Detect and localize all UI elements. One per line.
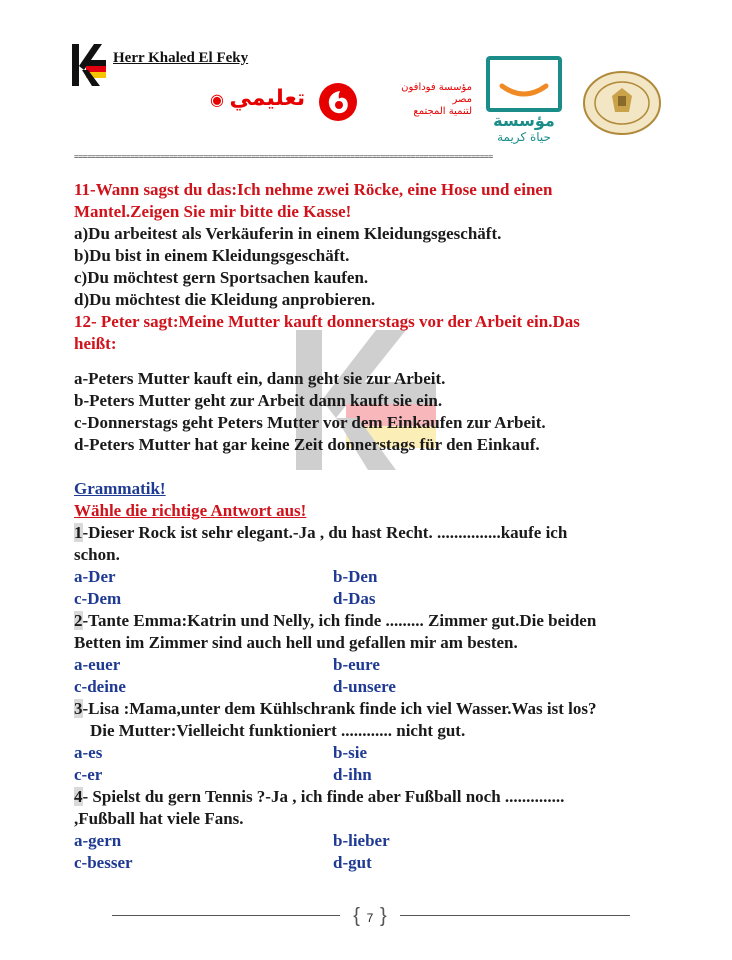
grammar-question-1-cont: schon.: [74, 545, 120, 564]
g2-option-a: a-euer: [74, 655, 121, 674]
grammar-question-3: [74, 698, 596, 720]
question-number: 2: [74, 611, 83, 630]
vodafone-foundation-text: مؤسسة فودافون مصر لتنمية المجتمع: [401, 82, 472, 117]
question-text: -Dieser Rock ist sehr elegant.-Ja , du hast Recht. ...............kaufe ich: [82, 523, 568, 542]
ministry-seal-icon: [582, 70, 662, 136]
g1-option-c: c-Dem: [74, 589, 122, 608]
g3-option-b: b-sie: [333, 743, 367, 762]
q11-option-b: b)Du bist in einem Kleidungsgeschäft.: [74, 246, 350, 265]
grammar-question-2: [74, 610, 596, 632]
kf-logo-icon: [72, 44, 106, 86]
q12-option-d: d-Peters Mutter hat gar keine Zeit donnerstags für den Einkauf.: [74, 435, 540, 454]
g3-option-d: d-ihn: [333, 765, 372, 784]
g2-option-d: d-unsere: [333, 677, 396, 696]
grammar-heading: Grammatik!: [74, 479, 166, 498]
g2-option-b: b-eure: [333, 655, 380, 674]
question-number: 4: [74, 787, 83, 806]
g3-option-c: c-er: [74, 765, 103, 784]
grammar-question-3-cont: Die Mutter:Vielleicht funktioniert ............ nicht gut.: [90, 721, 466, 740]
taalimi-logo: تعليمي ◉: [210, 86, 306, 111]
g3-option-a: a-es: [74, 743, 103, 762]
g4-option-b: b-lieber: [333, 831, 390, 850]
question-12-text: 12- Peter sagt:Meine Mutter kauft donnerstags vor der Arbeit ein.Das: [74, 312, 580, 331]
g1-option-a: a-Der: [74, 567, 116, 586]
g1-option-b: b-Den: [333, 567, 378, 586]
g1-option-d: d-Das: [333, 589, 376, 608]
grammar-question-4-cont: ,Fußball hat viele Fans.: [74, 809, 244, 828]
q11-option-a: a)Du arbeitest als Verkäuferin in einem Kleidungsgeschäft.: [74, 224, 502, 243]
question-number: 1: [74, 523, 83, 542]
grammar-question-1: [74, 522, 567, 544]
question-number: 3: [74, 699, 83, 718]
grammar-question-4: [74, 786, 564, 808]
grammar-question-2-cont: Betten im Zimmer sind auch hell und gefallen mir am besten.: [74, 633, 518, 652]
grammar-instruction: Wähle die richtige Antwort aus!: [74, 501, 307, 520]
separator-line: =================================================================================================: [74, 152, 493, 161]
g2-option-c: c-deine: [74, 677, 126, 696]
footer-line-right: [400, 915, 630, 916]
q12-option-b: b-Peters Mutter geht zur Arbeit dann kauft sie ein.: [74, 391, 443, 410]
g4-option-a: a-gern: [74, 831, 122, 850]
question-11-text: 11-Wann sagst du das:Ich nehme zwei Röcke, eine Hose und einen: [74, 180, 553, 199]
hayah-karima-text: مؤسسة حياة كريمة: [493, 111, 555, 144]
footer-line-left: [112, 915, 340, 916]
q11-option-c: c)Du möchtest gern Sportsachen kaufen.: [74, 268, 369, 287]
brand-name: Herr Khaled El Feky: [113, 50, 249, 66]
question-text: - Spielst du gern Tennis ?-Ja , ich finde aber Fußball noch ..............: [82, 787, 565, 806]
g4-option-c: c-besser: [74, 853, 133, 872]
question-12-text-cont: heißt:: [74, 334, 117, 353]
page-number: { 7 }: [353, 905, 387, 927]
q12-option-c: c-Donnerstags geht Peters Mutter vor dem Einkaufen zur Arbeit.: [74, 413, 546, 432]
question-text: -Lisa :Mama,unter dem Kühlschrank finde ich viel Wasser.Was ist los?: [82, 699, 597, 718]
question-text: -Tante Emma:Katrin und Nelly, ich finde ......... Zimmer gut.Die beiden: [82, 611, 597, 630]
vodafone-logo-icon: [318, 82, 358, 122]
q12-option-a: a-Peters Mutter kauft ein, dann geht sie zur Arbeit.: [74, 369, 446, 388]
q11-option-d: d)Du möchtest die Kleidung anprobieren.: [74, 290, 376, 309]
g4-option-d: d-gut: [333, 853, 372, 872]
question-11-text-cont: Mantel.Zeigen Sie mir bitte die Kasse!: [74, 202, 352, 221]
